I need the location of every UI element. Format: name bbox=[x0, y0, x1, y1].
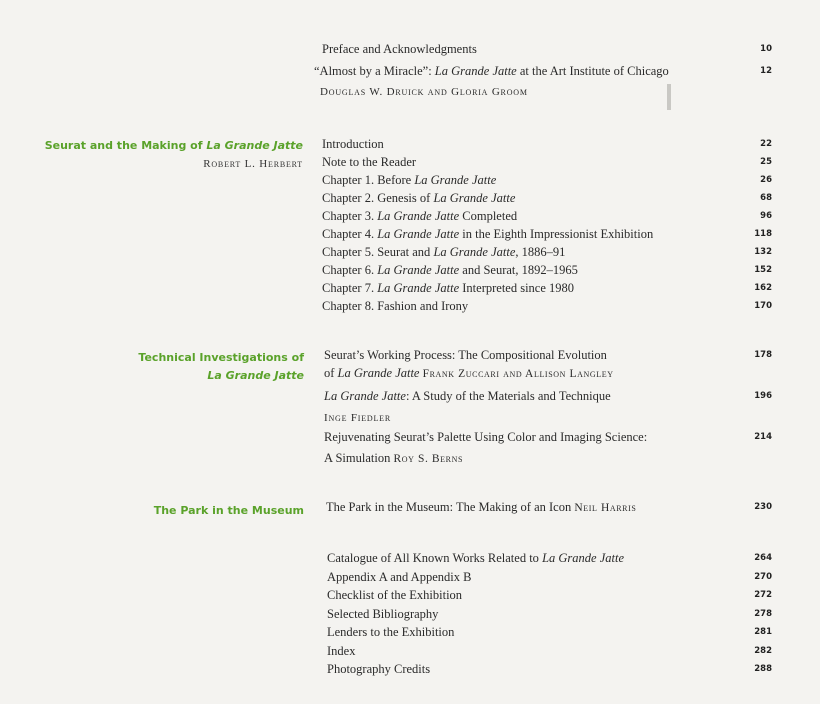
entry-title bbox=[322, 153, 416, 171]
title-text: : A Study of the Materials and Technique bbox=[405, 389, 611, 403]
title-text: Chapter 6. bbox=[322, 263, 378, 277]
title-italic: La Grande Jatte bbox=[377, 227, 460, 241]
entry-page: 178 bbox=[754, 350, 772, 360]
entry-title bbox=[327, 549, 624, 567]
entry-title: Preface and Acknowledgments bbox=[322, 42, 477, 56]
title-text: Chapter 1. Before bbox=[322, 173, 415, 187]
title-text: Index bbox=[327, 643, 356, 658]
entry-page: 270 bbox=[754, 571, 772, 582]
entry-title bbox=[324, 387, 611, 405]
entry-title bbox=[327, 605, 438, 623]
entry-page: 118 bbox=[754, 229, 772, 239]
title-italic: La Grande Jatte bbox=[433, 245, 516, 259]
title-text: Checklist of the Exhibition bbox=[327, 588, 463, 602]
title-text: in the Eighth Impressionist Exhibition bbox=[459, 227, 654, 241]
entry-page: 10 bbox=[760, 44, 772, 54]
entry-authors: Neil Harris bbox=[574, 502, 637, 514]
toc-entry-palette bbox=[0, 428, 820, 446]
entry-page: 281 bbox=[754, 627, 772, 637]
toc-entry-back-matter bbox=[0, 623, 820, 641]
entry-title bbox=[327, 623, 454, 641]
entry-page: 25 bbox=[760, 157, 772, 167]
toc-entry-chapter bbox=[0, 225, 820, 243]
toc-entry-back-matter bbox=[0, 568, 820, 586]
title-text: of bbox=[324, 366, 338, 380]
title-text: Chapter 7. bbox=[322, 281, 378, 295]
toc-entry-chapter bbox=[0, 243, 820, 261]
title-text: Selected Bibliography bbox=[327, 606, 439, 621]
toc-entry-working-process-line2 bbox=[0, 364, 820, 382]
entry-title bbox=[322, 171, 496, 189]
title-text: Chapter 2. Genesis of bbox=[322, 191, 434, 205]
title-italic: La Grande Jatte bbox=[337, 366, 420, 380]
entry-page: 96 bbox=[760, 211, 772, 221]
entry-title bbox=[322, 261, 578, 279]
title-text: A Simulation bbox=[324, 451, 391, 465]
toc-entry-chapter bbox=[0, 153, 820, 171]
entry-title bbox=[327, 586, 462, 604]
title-text: Interpreted since 1980 bbox=[459, 281, 575, 295]
title-text: The Park in the Museum: The Making of an Icon bbox=[326, 500, 572, 514]
title-text: Note to the Reader bbox=[322, 155, 417, 169]
title-italic: La Grande Jatte bbox=[377, 209, 460, 223]
title-italic: La Grande Jatte bbox=[377, 263, 460, 277]
entry-title bbox=[327, 568, 471, 586]
toc-entry-chapter bbox=[0, 189, 820, 207]
entry-title bbox=[322, 225, 653, 243]
section-author-herbert: Robert L. Herbert bbox=[203, 158, 303, 170]
toc-entry-park bbox=[0, 498, 820, 516]
entry-page: 196 bbox=[754, 391, 772, 401]
entry-title bbox=[314, 62, 669, 80]
entry-authors: Frank Zuccari and Allison Langley bbox=[422, 368, 614, 380]
title-text: Chapter 3. bbox=[322, 209, 378, 223]
label-italic: La Grande Jatte bbox=[206, 139, 303, 152]
entry-title-line2 bbox=[324, 449, 463, 468]
entry-page: 152 bbox=[754, 265, 772, 275]
entry-authors: Inge Fiedler bbox=[324, 412, 392, 424]
title-text: Chapter 5. Seurat and bbox=[322, 245, 434, 259]
title-text: Lenders to the Exhibition bbox=[327, 625, 455, 639]
entry-page: 26 bbox=[760, 175, 772, 185]
toc-entry-essay bbox=[0, 62, 820, 80]
title-text: Appendix A and Appendix B bbox=[327, 569, 472, 584]
toc-entry-palette-line2 bbox=[0, 449, 820, 467]
essay-authors: Douglas W. Druick and Gloria Groom bbox=[320, 86, 528, 98]
entry-title bbox=[322, 207, 517, 225]
toc-entry-back-matter bbox=[0, 642, 820, 660]
toc-entry-chapter bbox=[0, 135, 820, 153]
entry-title bbox=[322, 279, 574, 297]
scan-smudge bbox=[667, 84, 671, 110]
toc-entry-chapter bbox=[0, 207, 820, 225]
entry-title-line1: Rejuvenating Seurat’s Palette Using Color and Imaging Science: bbox=[324, 430, 648, 444]
toc-entry-back-matter bbox=[0, 586, 820, 604]
entry-page: 264 bbox=[754, 553, 772, 563]
toc-entry-working-process bbox=[0, 346, 820, 364]
title-italic: La Grande Jatte bbox=[434, 64, 517, 78]
toc-entry-back-matter bbox=[0, 660, 820, 678]
title-text: Completed bbox=[459, 209, 518, 223]
title-italic: La Grande Jatte bbox=[414, 173, 497, 187]
section-label-park: The Park in the Museum bbox=[153, 504, 304, 517]
entry-page: 132 bbox=[754, 247, 772, 257]
entry-authors: Roy S. Berns bbox=[393, 453, 464, 465]
title-text: Chapter 4. bbox=[322, 227, 378, 241]
toc-entry-chapter bbox=[0, 171, 820, 189]
entry-title-line1: Seurat’s Working Process: The Compositional Evolution bbox=[324, 348, 607, 362]
title-text: Chapter 8. Fashion and Irony bbox=[322, 299, 469, 313]
title-italic: La Grande Jatte bbox=[433, 191, 516, 205]
toc-entry-back-matter bbox=[0, 605, 820, 623]
title-italic: La Grande Jatte bbox=[542, 551, 624, 565]
entry-title bbox=[327, 642, 355, 660]
entry-page: 170 bbox=[754, 301, 772, 311]
title-text: at the Art Institute of Chicago bbox=[516, 64, 669, 78]
toc-entry-chapter bbox=[0, 261, 820, 279]
entry-title bbox=[322, 243, 565, 261]
entry-title-line2 bbox=[324, 364, 614, 383]
toc-entry-preface bbox=[0, 40, 820, 58]
entry-page: 230 bbox=[754, 502, 772, 512]
toc-entry-chapter bbox=[0, 279, 820, 297]
toc-entry-back-matter bbox=[0, 549, 820, 567]
title-text: Catalogue of All Known Works Related to bbox=[327, 551, 543, 565]
entry-title bbox=[327, 660, 430, 678]
entry-title bbox=[322, 297, 468, 315]
title-italic: La Grande Jatte bbox=[377, 281, 460, 295]
entry-title bbox=[326, 498, 636, 517]
title-text: and Seurat, 1892–1965 bbox=[459, 263, 578, 277]
entry-title bbox=[322, 189, 515, 207]
title-text: “Almost by a Miracle”: bbox=[314, 64, 435, 78]
title-text: , 1886–91 bbox=[515, 245, 566, 259]
title-text: Introduction bbox=[322, 137, 384, 151]
section-label-technical-line2: La Grande Jatte bbox=[207, 369, 304, 382]
section-label-technical-line1: Technical Investigations of bbox=[138, 351, 304, 364]
entry-page: 278 bbox=[754, 608, 772, 619]
entry-page: 288 bbox=[754, 664, 772, 674]
entry-page: 272 bbox=[754, 590, 772, 600]
label-text: Seurat and the Making of bbox=[44, 139, 207, 152]
entry-page: 214 bbox=[754, 432, 772, 442]
entry-page: 68 bbox=[760, 193, 772, 203]
entry-page: 282 bbox=[754, 645, 772, 656]
toc-entry-chapter bbox=[0, 297, 820, 315]
entry-page: 22 bbox=[760, 139, 772, 149]
title-text: Photography Credits bbox=[327, 662, 431, 676]
title-italic: La Grande Jatte bbox=[324, 389, 406, 403]
toc-entry-materials bbox=[0, 387, 820, 405]
entry-page: 162 bbox=[754, 283, 772, 293]
entry-page: 12 bbox=[760, 66, 772, 76]
entry-title bbox=[322, 135, 384, 153]
